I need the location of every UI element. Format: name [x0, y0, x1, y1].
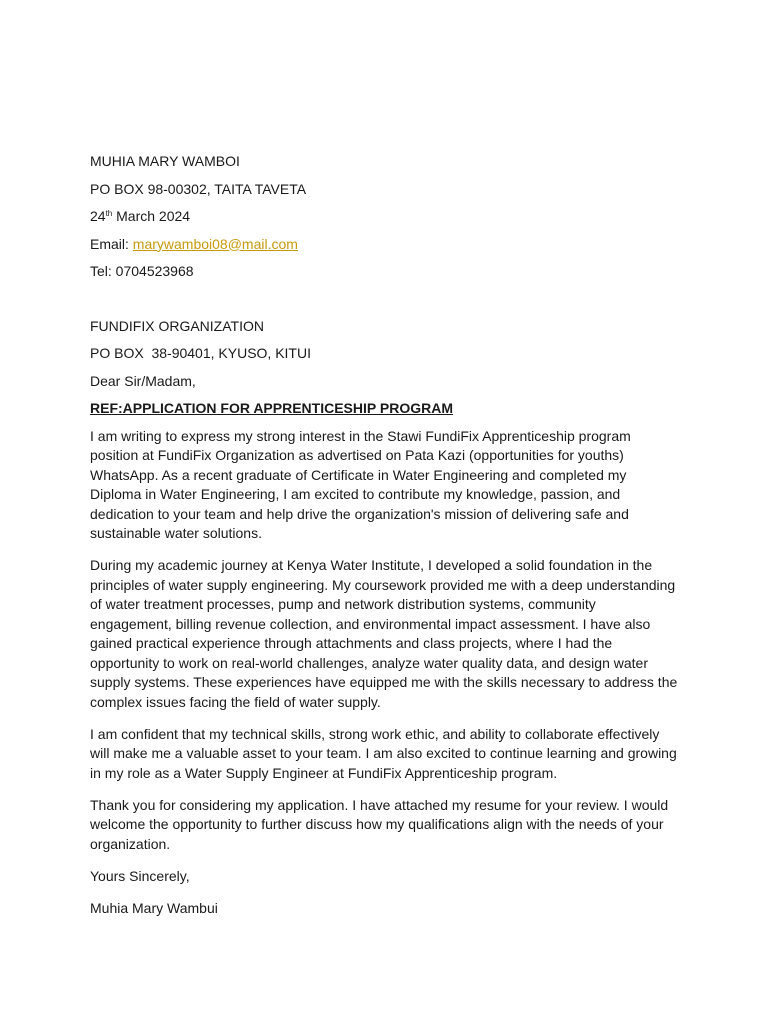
letter-page [90, 152, 680, 919]
sender-email [90, 235, 680, 255]
reference-heading: REF:APPLICATION FOR APPRENTICESHIP PROGRAM [90, 400, 453, 416]
body-paragraph-1: I am writing to express my strong interest in the Stawi FundiFix Apprenticeship program position at FundiFix Organization as advertised on Pata Kazi (opportunities for youths) WhatsApp. As a recent graduate of Certificate in Water Engineering and completed my Diploma in Water Engineering, I am excited to contribute my knowledge, passion, and dedication to your team and help drive the organization's mission of delivering safe and sustainable water solutions. [90, 427, 631, 541]
body-paragraph-2: During my academic journey at Kenya Water Institute, I developed a solid foundation in the principles of water supply engineering. My coursework provided me with a deep understanding of water treatment processes, pump and network distribution systems, community engagement, billing revenue collection, and environmental impact assessment. I have also gained practical experience through attachments and class projects, where I had the opportunity to work on real-world challenges, analyze water quality data, and design water supply systems. These experiences have equipped me with the skills necessary to address the complex issues facing the field of water supply. [90, 557, 678, 710]
recipient-organization: FUNDIFIX ORGANIZATION [90, 317, 264, 334]
closing: Yours Sincerely, [90, 867, 190, 884]
email-label: Email: [90, 235, 133, 252]
body-paragraph-3: I am confident that my technical skills, strong work ethic, and ability to collaborate effectively will make me a valuable asset to your team. I am also excited to continue learning and growing in my role as a Water Supply Engineer at FundiFix Apprenticeship program. [90, 725, 677, 781]
date-day: 24 [90, 208, 106, 224]
sender-address: PO BOX 98-00302, TAITA TAVETA [90, 180, 307, 197]
salutation: Dear Sir/Madam, [90, 372, 196, 389]
date-suffix: th [105, 209, 113, 218]
letter-date [90, 207, 680, 227]
body-paragraph-4: Thank you for considering my application. I have attached my resume for your review. I would welcome the opportunity to further discuss how my qualifications align with the needs of your organization. [90, 796, 669, 852]
email-link[interactable]: marywamboi08@mail.com [132, 235, 298, 252]
date-month-year: March 2024 [112, 208, 191, 224]
signature: Muhia Mary Wambui [90, 900, 218, 916]
sender-name: MUHIA MARY WAMBOI [90, 153, 240, 169]
sender-tel: Tel: 0704523968 [90, 263, 194, 279]
recipient-address: PO BOX 38-90401, KYUSO, KITUI [90, 345, 311, 361]
